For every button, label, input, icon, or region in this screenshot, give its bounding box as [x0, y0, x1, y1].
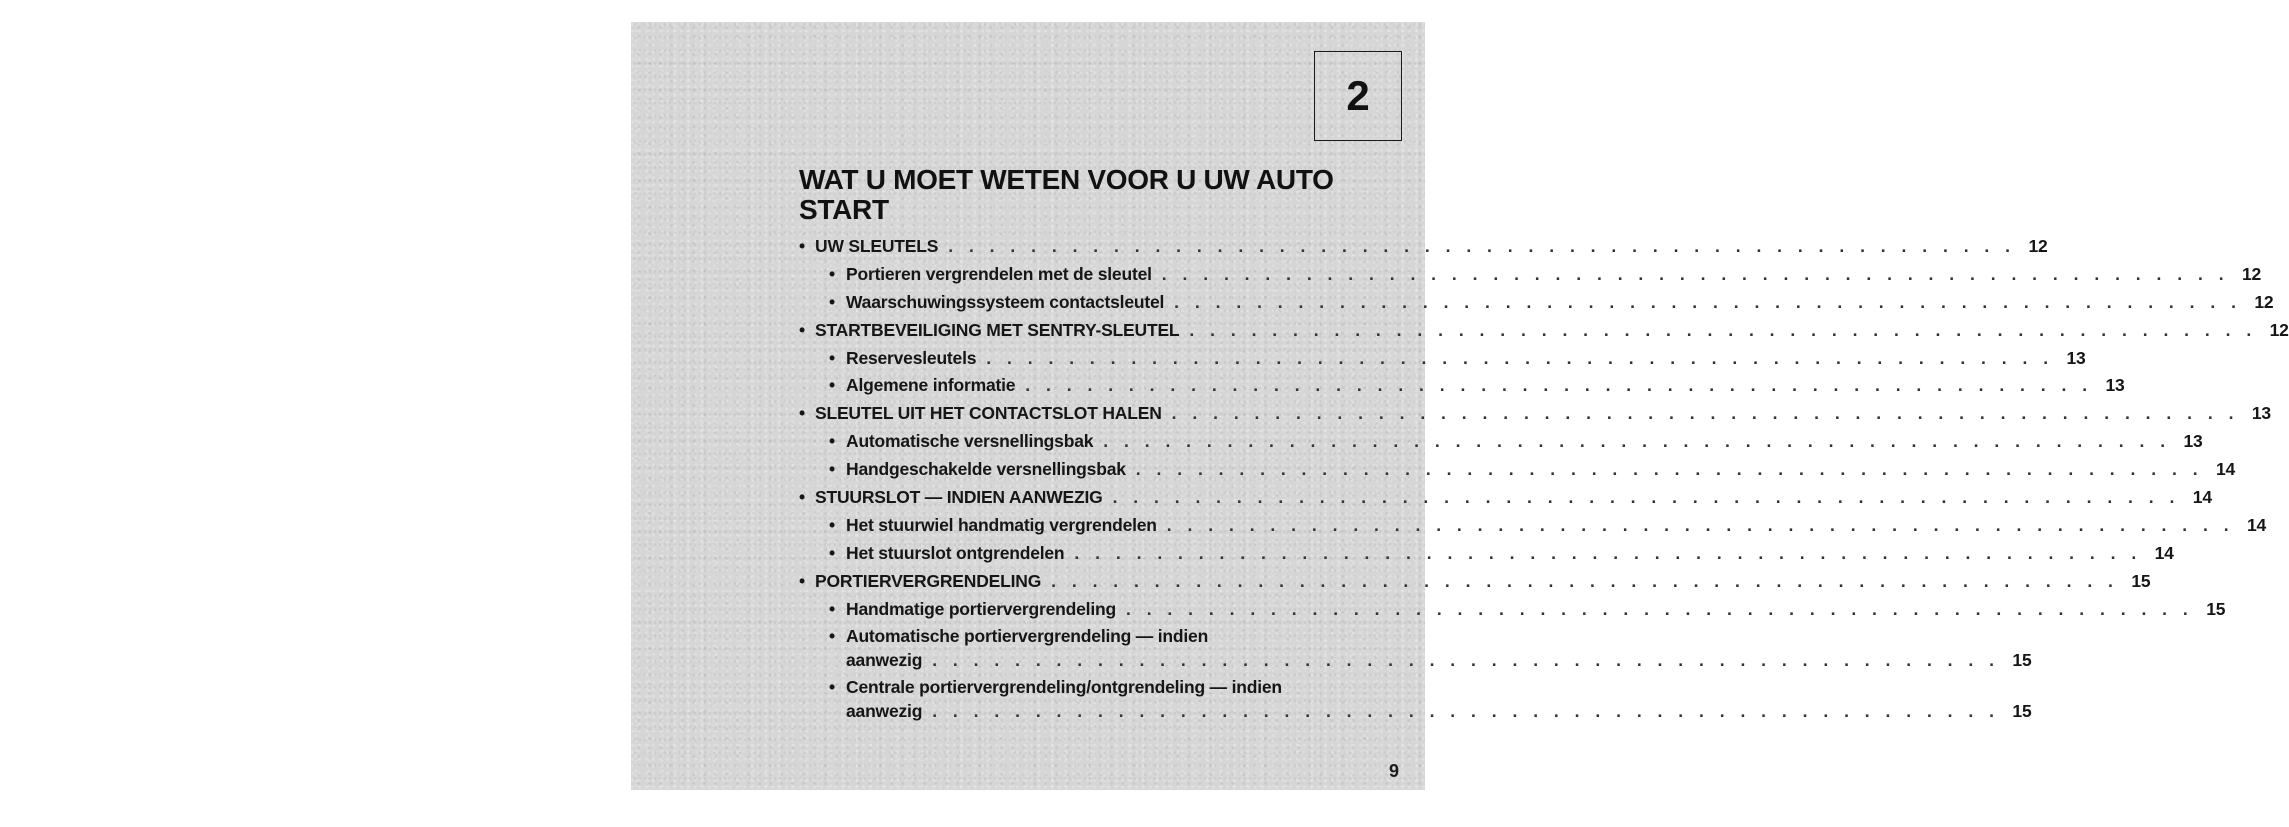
dot-leader: . . . . . . . . . . . . . . . . . . . . . . . . . . . . . . . . . . . . . . . . . . . . . . . . . . . . [932, 649, 2000, 670]
toc-entry-label: aanwezig [846, 649, 923, 670]
bullet-icon: • [829, 542, 835, 563]
toc-entry-label: Portieren vergrendelen met de sleutel [846, 263, 1152, 284]
toc-entry-label: Automatische portiervergrendeling — indien [846, 626, 1209, 647]
toc-entry-page: 13 [2251, 403, 2271, 424]
dot-leader: . . . . . . . . . . . . . . . . . . . . . . . . . . . . . . . . . . . . . . . . . . . . . . . . . . . . [1135, 459, 2204, 480]
toc-entry [799, 235, 2048, 263]
toc-entry-page: 15 [2012, 700, 2032, 721]
chapter-number: 2 [1346, 72, 1370, 119]
toc-entry-line [846, 263, 2262, 287]
toc-entry-line [846, 700, 2032, 724]
toc-entry-page: 15 [2131, 570, 2151, 591]
table-of-contents [799, 235, 2289, 727]
dot-leader: . . . . . . . . . . . . . . . . . . . . . . . . . . . . . . . . . . . . . . . . . . . . . . . . . . . . [932, 700, 2000, 721]
toc-entry [799, 430, 2203, 458]
toc-entry-page: 12 [2241, 263, 2262, 284]
toc-entry [799, 263, 2262, 291]
toc-entry-page: 14 [2215, 459, 2236, 480]
toc-entry-label: Handmatige portiervergrendeling [846, 598, 1116, 619]
toc-entry-line [846, 430, 2203, 454]
toc-entry-line [846, 291, 2274, 315]
toc-entry-line [846, 598, 2226, 622]
toc-entry [799, 625, 2032, 676]
bullet-icon: • [829, 347, 835, 368]
bullet-icon: • [829, 626, 835, 647]
dot-leader: . . . . . . . . . . . . . . . . . . . . . . . . . . . . . . . . . . . . . . . . . . . . . . . . . . . . [1051, 570, 2119, 591]
toc-entry [799, 319, 2289, 347]
chapter-number-box [1314, 51, 1402, 141]
toc-entry-label: Centrale portiervergrendeling/ontgrendeling — indien [846, 677, 1282, 698]
bullet-icon: • [829, 459, 835, 480]
toc-entry-line [815, 486, 2212, 510]
toc-entry-page: 14 [2154, 542, 2174, 563]
toc-entry-page: 12 [2269, 319, 2289, 340]
dot-leader: . . . . . . . . . . . . . . . . . . . . . . . . . . . . . . . . . . . . . . . . . . . . . . . . . . . . [986, 347, 2054, 368]
toc-entry-line [846, 458, 2236, 482]
dot-leader: . . . . . . . . . . . . . . . . . . . . . . . . . . . . . . . . . . . . . . . . . . . . . . . . . . . . [1171, 403, 2239, 424]
page-number: 9 [1389, 761, 1400, 781]
bullet-icon: • [829, 514, 835, 535]
toc-entry [799, 374, 2125, 402]
dot-leader: . . . . . . . . . . . . . . . . . . . . . . . . . . . . . . . . . . . . . . . . . . . . . . . . . . . . [1125, 598, 2194, 619]
toc-entry [799, 291, 2274, 319]
toc-entry-page: 12 [2028, 236, 2048, 256]
toc-entry-label: SLEUTEL UIT HET CONTACTSLOT HALEN [815, 403, 1162, 424]
bullet-icon: • [829, 375, 835, 396]
manual-page [631, 22, 2289, 790]
toc-entry [799, 514, 2267, 542]
toc-entry [799, 402, 2271, 430]
toc-entry-label: Het stuurslot ontgrendelen [846, 542, 1065, 563]
bullet-icon: • [799, 487, 805, 508]
toc-entry [799, 347, 2086, 375]
toc-entry-page: 14 [2247, 514, 2267, 535]
toc-entry [799, 486, 2212, 514]
toc-entry-line [815, 402, 2271, 426]
dot-leader: . . . . . . . . . . . . . . . . . . . . . . . . . . . . . . . . . . . . . . . . . . . . . . . . . . . . [948, 236, 2016, 256]
toc-entry-page: 13 [2105, 375, 2125, 396]
bullet-icon: • [829, 291, 835, 312]
toc-entry-label: Algemene informatie [846, 375, 1016, 396]
toc-entry [799, 542, 2174, 570]
bullet-icon: • [829, 263, 835, 284]
toc-entry-label: aanwezig [846, 700, 923, 721]
toc-entry-line [815, 235, 2048, 259]
bullet-icon: • [799, 570, 805, 591]
bullet-icon: • [829, 431, 835, 452]
dot-leader: . . . . . . . . . . . . . . . . . . . . . . . . . . . . . . . . . . . . . . . . . . . . . . . . . . . . [1161, 263, 2230, 284]
toc-entry-line [846, 542, 2174, 566]
bullet-icon: • [829, 677, 835, 698]
bullet-icon: • [799, 403, 805, 424]
dot-leader: . . . . . . . . . . . . . . . . . . . . . . . . . . . . . . . . . . . . . . . . . . . . . . . . . . . . [1174, 291, 2242, 312]
dot-leader: . . . . . . . . . . . . . . . . . . . . . . . . . . . . . . . . . . . . . . . . . . . . . . . . . . . . [1074, 542, 2142, 563]
toc-entry-line [815, 570, 2151, 594]
bullet-icon: • [829, 598, 835, 619]
toc-entry-label: Het stuurwiel handmatig vergrendelen [846, 514, 1157, 535]
toc-entry-line [846, 374, 2125, 398]
toc-entry [799, 676, 2032, 727]
dot-leader: . . . . . . . . . . . . . . . . . . . . . . . . . . . . . . . . . . . . . . . . . . . . . . . . . . . . [1189, 319, 2257, 340]
toc-entry [799, 458, 2236, 486]
toc-entry-label: PORTIERVERGRENDELING [815, 570, 1042, 591]
toc-entry-page: 13 [2183, 431, 2203, 452]
toc-entry-label: STUURSLOT — INDIEN AANWEZIG [815, 487, 1103, 508]
toc-entry-label: UW SLEUTELS [815, 236, 939, 256]
toc-entry-line [846, 347, 2086, 371]
page-title: WAT U MOET WETEN VOOR U UW AUTO START [799, 164, 1334, 225]
toc-entry [799, 570, 2151, 598]
toc-entry-page: 12 [2254, 291, 2274, 312]
bullet-icon: • [799, 319, 805, 340]
toc-entry-page: 15 [2206, 598, 2226, 619]
toc-entry-label: Waarschuwingssysteem contactsleutel [846, 291, 1165, 312]
dot-leader: . . . . . . . . . . . . . . . . . . . . . . . . . . . . . . . . . . . . . . . . . . . . . . . . . . . . [1112, 487, 2180, 508]
bullet-icon: • [799, 236, 805, 256]
dot-leader: . . . . . . . . . . . . . . . . . . . . . . . . . . . . . . . . . . . . . . . . . . . . . . . . . . . . [1025, 375, 2093, 396]
toc-entry-line [815, 319, 2289, 343]
toc-entry-label: STARTBEVEILIGING MET SENTRY-SLEUTEL [815, 319, 1180, 340]
dot-leader: . . . . . . . . . . . . . . . . . . . . . . . . . . . . . . . . . . . . . . . . . . . . . . . . . . . . [1166, 514, 2235, 535]
toc-entry-line [846, 649, 2032, 673]
toc-entry-label: Automatische versnellingsbak [846, 431, 1094, 452]
toc-entry [799, 598, 2226, 626]
toc-entry-page: 14 [2192, 487, 2212, 508]
dot-leader: . . . . . . . . . . . . . . . . . . . . . . . . . . . . . . . . . . . . . . . . . . . . . . . . . . . . [1103, 431, 2171, 452]
toc-entry-page: 15 [2012, 649, 2032, 670]
toc-entry-page: 13 [2066, 347, 2086, 368]
toc-entry-label: Reservesleutels [846, 347, 977, 368]
toc-entry-label: Handgeschakelde versnellingsbak [846, 459, 1126, 480]
toc-entry-line [846, 514, 2267, 538]
